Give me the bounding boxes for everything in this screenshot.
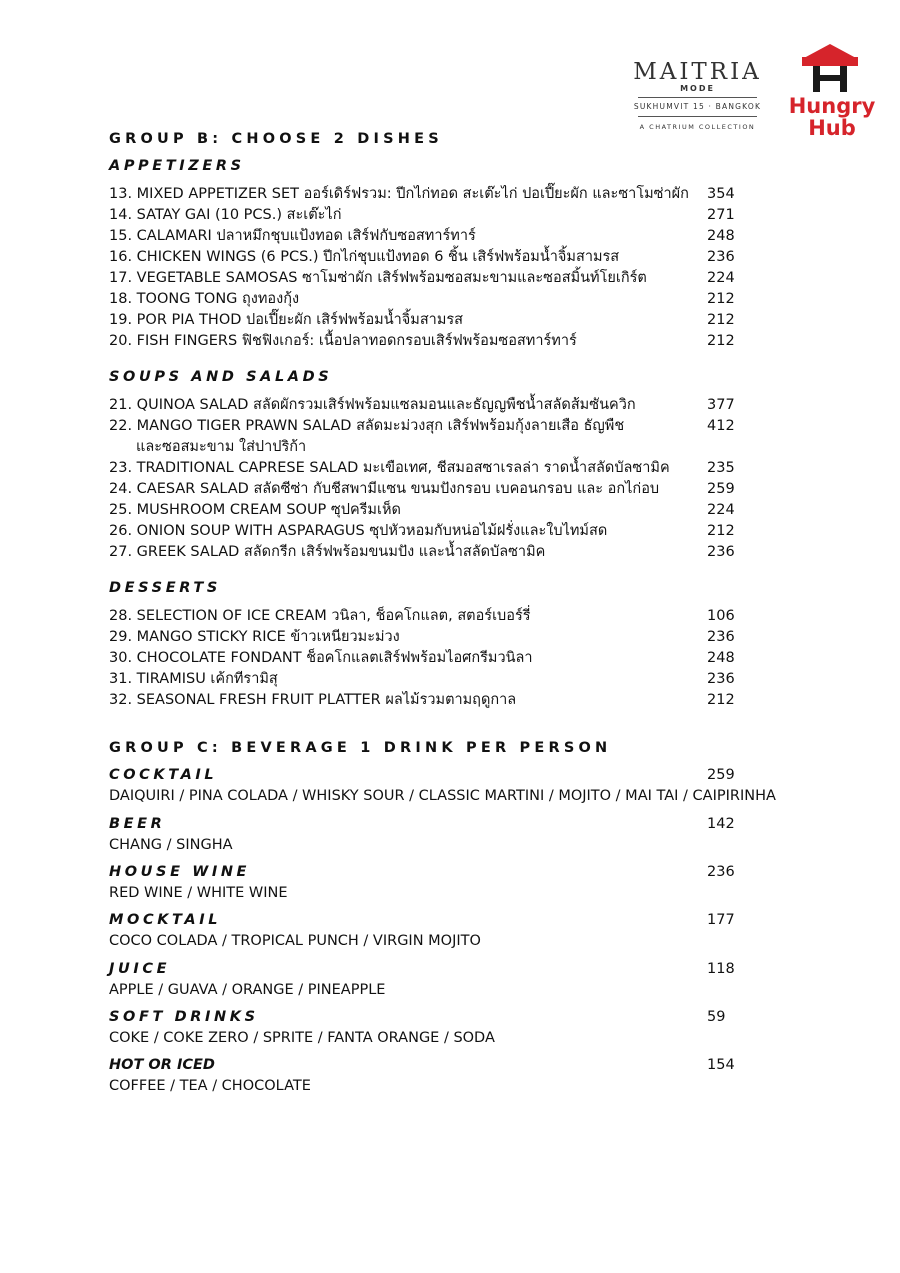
menu-item-name-continued: และซอสมะขาม ใส่ปาปริก้า — [136, 439, 307, 455]
menu-item-price: 271 — [707, 207, 735, 223]
menu-item-price: 212 — [707, 692, 735, 708]
menu-item-name: 23. TRADITIONAL CAPRESE SALAD มะเขือเทศ, ชีสมอสซาเรลล่า ราดน้ำสลัดบัลซามิค — [109, 460, 670, 476]
menu-item-price: 212 — [707, 291, 735, 307]
beverage-price: 236 — [707, 864, 735, 880]
menu-item-name: 14. SATAY GAI (10 PCS.) สะเต๊ะไก่ — [109, 207, 342, 223]
beverage-category-title: MOCKTAIL — [109, 912, 222, 928]
appetizers-title: APPETIZERS — [109, 158, 245, 174]
menu-item-name: 15. CALAMARI ปลาหมึกชุบแป้งทอด เสิร์ฟกับซอสทาร์ทาร์ — [109, 228, 476, 244]
menu-item-name: 26. ONION SOUP WITH ASPARAGUS ซุปหัวหอมกับหน่อไม้ฝรั่งและใบไทม์สด — [109, 523, 608, 539]
menu-item-name: 19. POR PIA THOD ปอเปี๊ยะผัก เสิร์ฟพร้อมน้ำจิ้มสามรส — [109, 312, 464, 328]
group-c-title: GROUP C: BEVERAGE 1 DRINK PER PERSON — [109, 740, 612, 756]
menu-item-name: 20. FISH FINGERS ฟิชฟิงเกอร์: เนื้อปลาทอดกรอบเสิร์ฟพร้อมซอสทาร์ทาร์ — [109, 333, 577, 349]
menu-item-name: 16. CHICKEN WINGS (6 PCS.) ปีกไก่ชุบแป้งทอด 6 ชิ้น เสิร์ฟพร้อมน้ำจิ้มสามรส — [109, 249, 620, 265]
beverage-price: 142 — [707, 816, 735, 832]
menu-item-name: 30. CHOCOLATE FONDANT ช็อคโกแลตเสิร์ฟพร้อมไอศกรีมวนิลา — [109, 650, 533, 666]
hungry-hub-table-icon — [800, 42, 860, 94]
menu-item-price: 377 — [707, 397, 735, 413]
menu-item-name: 24. CAESAR SALAD สลัดซีซ่า กับชีสพามีแซน ขนมปังกรอบ เบคอนกรอบ และ อกไก่อบ — [109, 481, 660, 497]
menu-item-price: 224 — [707, 270, 735, 286]
menu-item-name: 32. SEASONAL FRESH FRUIT PLATTER ผลไม้รวมตามฤดูกาล — [109, 692, 517, 708]
beverage-options: COCO COLADA / TROPICAL PUNCH / VIRGIN MOJITO — [109, 933, 481, 949]
maitria-logo-collection: A CHATRIUM COLLECTION — [639, 123, 756, 131]
menu-item-name: 17. VEGETABLE SAMOSAS ซาโมซ่าผัก เสิร์ฟพร้อมซอสมะขามและซอสมิ้นท์โยเกิร์ต — [109, 270, 647, 286]
maitria-logo-divider-2 — [638, 116, 757, 117]
beverage-category-title: HOUSE WINE — [109, 864, 251, 880]
maitria-logo — [630, 60, 765, 133]
menu-item-price: 106 — [707, 608, 735, 624]
beverage-options: CHANG / SINGHA — [109, 837, 233, 853]
menu-item-name: 18. TOONG TONG ถุงทองกุ้ง — [109, 291, 300, 307]
menu-item-price: 259 — [707, 481, 735, 497]
menu-item-price: 212 — [707, 523, 735, 539]
beverage-options: DAIQUIRI / PINA COLADA / WHISKY SOUR / CLASSIC MARTINI / MOJITO / MAI TAI / CAIPIRINHA — [109, 788, 776, 804]
beverage-category-title: HOT OR ICED — [109, 1057, 215, 1073]
menu-item-name: 25. MUSHROOM CREAM SOUP ซุปครีมเห็ด — [109, 502, 401, 518]
maitria-logo-divider — [638, 97, 757, 98]
beverage-options: COFFEE / TEA / CHOCOLATE — [109, 1078, 311, 1094]
beverage-category-title: JUICE — [109, 961, 171, 977]
maitria-logo-mode: MODE — [680, 84, 715, 93]
menu-item-name: 31. TIRAMISU เค้กทีรามิสุ — [109, 671, 278, 687]
beverage-options: COKE / COKE ZERO / SPRITE / FANTA ORANGE / SODA — [109, 1030, 495, 1046]
menu-item-price: 236 — [707, 249, 735, 265]
beverage-price: 118 — [707, 961, 735, 977]
maitria-logo-location: SUKHUMVIT 15 · BANGKOK — [633, 102, 762, 111]
menu-item-name: 29. MANGO STICKY RICE ข้าวเหนียวมะม่วง — [109, 629, 400, 645]
menu-item-price: 235 — [707, 460, 735, 476]
menu-item-price: 248 — [707, 650, 735, 666]
menu-item-name: 28. SELECTION OF ICE CREAM วนิลา, ช็อคโกแลต, สตอร์เบอร์รี่ — [109, 608, 531, 624]
menu-item-price: 212 — [707, 312, 735, 328]
soups-salads-title: SOUPS AND SALADS — [109, 369, 333, 385]
menu-item-price: 212 — [707, 333, 735, 349]
menu-item-price: 236 — [707, 671, 735, 687]
beverage-price: 59 — [707, 1009, 726, 1025]
menu-item-name: 21. QUINOA SALAD สลัดผักรวมเสิร์ฟพร้อมแซลมอนและธัญญพืชน้ำสลัดส้มซันควิก — [109, 397, 636, 413]
menu-item-price: 236 — [707, 629, 735, 645]
beverage-options: RED WINE / WHITE WINE — [109, 885, 288, 901]
desserts-title: DESSERTS — [109, 580, 221, 596]
beverage-category-title: BEER — [109, 816, 166, 832]
menu-item-price: 412 — [707, 418, 735, 434]
menu-item-price: 224 — [707, 502, 735, 518]
beverage-price: 259 — [707, 767, 735, 783]
beverage-category-title: COCKTAIL — [109, 767, 218, 783]
maitria-logo-name: MAITRIA — [633, 59, 762, 85]
beverage-options: APPLE / GUAVA / ORANGE / PINEAPPLE — [109, 982, 386, 998]
hungry-hub-logo-line1: Hungry — [788, 94, 876, 118]
beverage-price: 154 — [707, 1057, 735, 1073]
menu-item-name: 27. GREEK SALAD สลัดกรีก เสิร์ฟพร้อมขนมปัง และน้ำสลัดบัลซามิค — [109, 544, 546, 560]
menu-item-name: 22. MANGO TIGER PRAWN SALAD สลัดมะม่วงสุก เสิร์ฟพร้อมกุ้งลายเสือ ธัญพืช — [109, 418, 625, 434]
menu-item-price: 248 — [707, 228, 735, 244]
hungry-hub-logo-text — [787, 95, 877, 139]
hungry-hub-logo-line2: Hub — [808, 116, 856, 140]
menu-item-price: 236 — [707, 544, 735, 560]
beverage-price: 177 — [707, 912, 735, 928]
group-b-title: GROUP B: CHOOSE 2 DISHES — [109, 131, 443, 147]
menu-item-price: 354 — [707, 186, 735, 202]
menu-item-name: 13. MIXED APPETIZER SET ออร์เดิร์ฟรวม: ปีกไก่ทอด สะเต๊ะไก่ ปอเปี๊ยะผัก และซาโมซ่าผัก — [109, 186, 689, 202]
beverage-category-title: SOFT DRINKS — [109, 1009, 259, 1025]
